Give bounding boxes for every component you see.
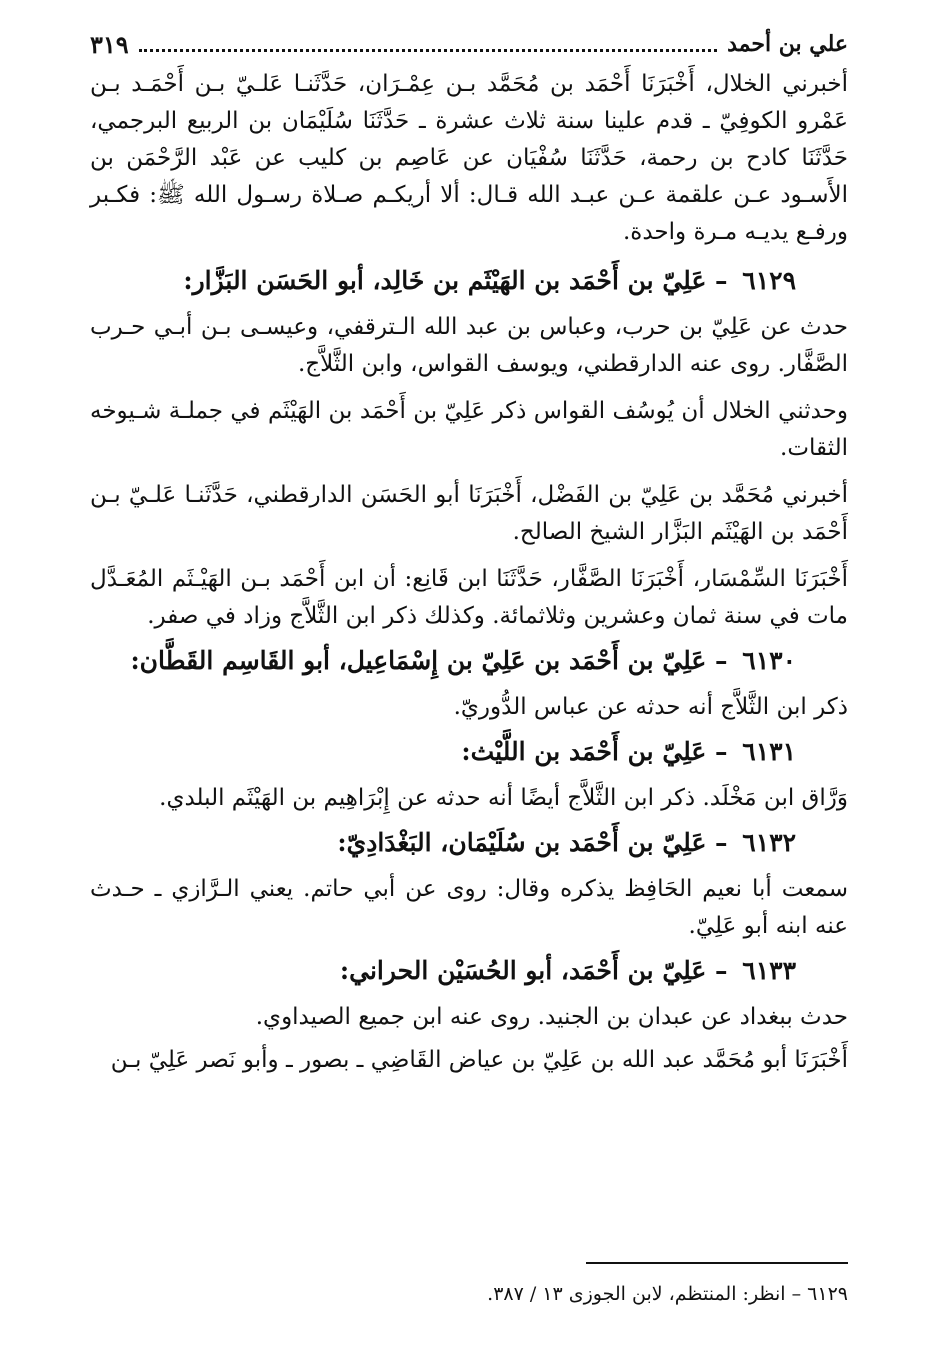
entry-heading-6133 (90, 951, 848, 991)
footnote-divider (586, 1262, 848, 1264)
entry-heading-6129 (90, 261, 848, 301)
entry-number: ٦١٣١ (742, 737, 796, 766)
paragraph: أخبرني مُحَمَّد بن عَلِيّ بن الفَضْل، أَخْبَرَنَا أبو الحَسَن الدارقطني، حَدَّثَنـا عَلـيّ بـن أَحْمَد بن الهَيْثَم البَزَّار الشيخ الصالح. (90, 482, 848, 545)
entry-heading-6132 (90, 823, 848, 863)
dotted-leader (139, 49, 717, 52)
running-head (90, 26, 848, 62)
entry-number: ٦١٣٣ (742, 956, 796, 985)
body-text (90, 66, 848, 1079)
paragraph: حدث ببغداد عن عبدان بن الجنيد. روى عنه ابن جميع الصيداوي. (255, 1004, 848, 1030)
paragraph: وحدثني الخلال أن يُوسُف القواس ذكر عَلِيّ بن أَحْمَد بن الهَيْثَم في جملـة شـيوخه الثقات. (90, 398, 848, 461)
entry-title: – عَلِيّ بن أَحْمَد بن عَلِيّ بن إِسْمَاعِيل، أبو القَاسِم القَطَّان: (130, 646, 728, 675)
entry-heading-6130 (90, 641, 848, 681)
entry-title: – عَلِيّ بن أَحْمَد بن اللَّيْث: (461, 737, 728, 766)
page-number: ٣١٩ (90, 29, 129, 59)
paragraph: سمعت أبا نعيم الحَافِظ يذكره وقال: روى عن أبي حاتم. يعني الـرَّازي ـ حـدث عنه ابنه أبو عَلِيّ. (90, 876, 848, 939)
entry-number: ٦١٣٠ (742, 646, 796, 675)
entry-title: – عَلِيّ بن أَحْمَد بن سُلَيْمَان، البَغْدَادِيّ: (337, 828, 728, 857)
paragraph: أخبرني الخلال، أَخْبَرَنَا أَحْمَد بن مُحَمَّد بـن عِمْـرَان، حَدَّثَنـا عَلـيّ بـن أَحْمَـد بـن عَمْرو الكوفِيّ ـ قدم علينا سنة ثلاث عشرة ـ حَدَّثَنَا سُلَيْمَان بن الربيع البرجمي، حَدَّثَنَا كادح بن رحمة، حَدَّثَنَا سُفْيَان عن عَاصِم بن كليب عن عَبْد الرَّحْمَن بن الأَسـود عـن علقمة عـن عبـد الله قـال: ألا أريكـم صـلاة رسـول الله ﷺ: فكـبر ورفـع يديـه مـرة واحدة. (90, 71, 848, 245)
entry-number: ٦١٢٩ (742, 266, 796, 295)
entry-number: ٦١٣٢ (742, 828, 796, 857)
entry-title: – عَلِيّ بن أَحْمَد، أبو الحُسَيْن الحراني: (339, 956, 728, 985)
running-head-title: علي بن أحمد (727, 31, 848, 57)
entry-heading-6131 (90, 732, 848, 772)
paragraph: حدث عن عَلِيّ بن حرب، وعباس بن عبد الله الـترقفي، وعيسـى بـن أبـي حـرب الصَّفَّار. روى عنه الدارقطني، ويوسف القواس، وابن الثَّلاَّج. (90, 314, 848, 377)
paragraph: أَخْبَرَنَا أبو مُحَمَّد عبد الله بن عَلِيّ بن عياض القَاضِي ـ بصور ـ وأبو نَصر عَلِيّ بـن (110, 1047, 848, 1073)
paragraph: وَرَّاق ابن مَخْلَد. ذكر ابن الثَّلاَّج أيضًا أنه حدثه عن إِبْرَاهِيم بن الهَيْثَم البلدي. (159, 785, 848, 811)
footnote: ٦١٢٩ – انظر: المنتظم، لابن الجوزى ١٣ / ٣٨٧. (487, 1283, 848, 1305)
entry-title: – عَلِيّ بن أَحْمَد بن الهَيْثَم بن خَالِد، أبو الحَسَن البَزَّار: (183, 266, 728, 295)
paragraph: ذكر ابن الثَّلاَّج أنه حدثه عن عباس الدُّوريّ. (453, 694, 848, 720)
paragraph: أَخْبَرَنَا السِّمْسَار، أَخْبَرَنَا الصَّفَّار، حَدَّثَنَا ابن قَانِع: أن ابن أَحْمَد بـن الهَيْـثَم المُعَـدَّل مات في سنة ثمان وعشرين وثلاثمائة. وكذلك ذكر ابن الثَّلاَّج وزاد في صفر. (90, 566, 848, 629)
